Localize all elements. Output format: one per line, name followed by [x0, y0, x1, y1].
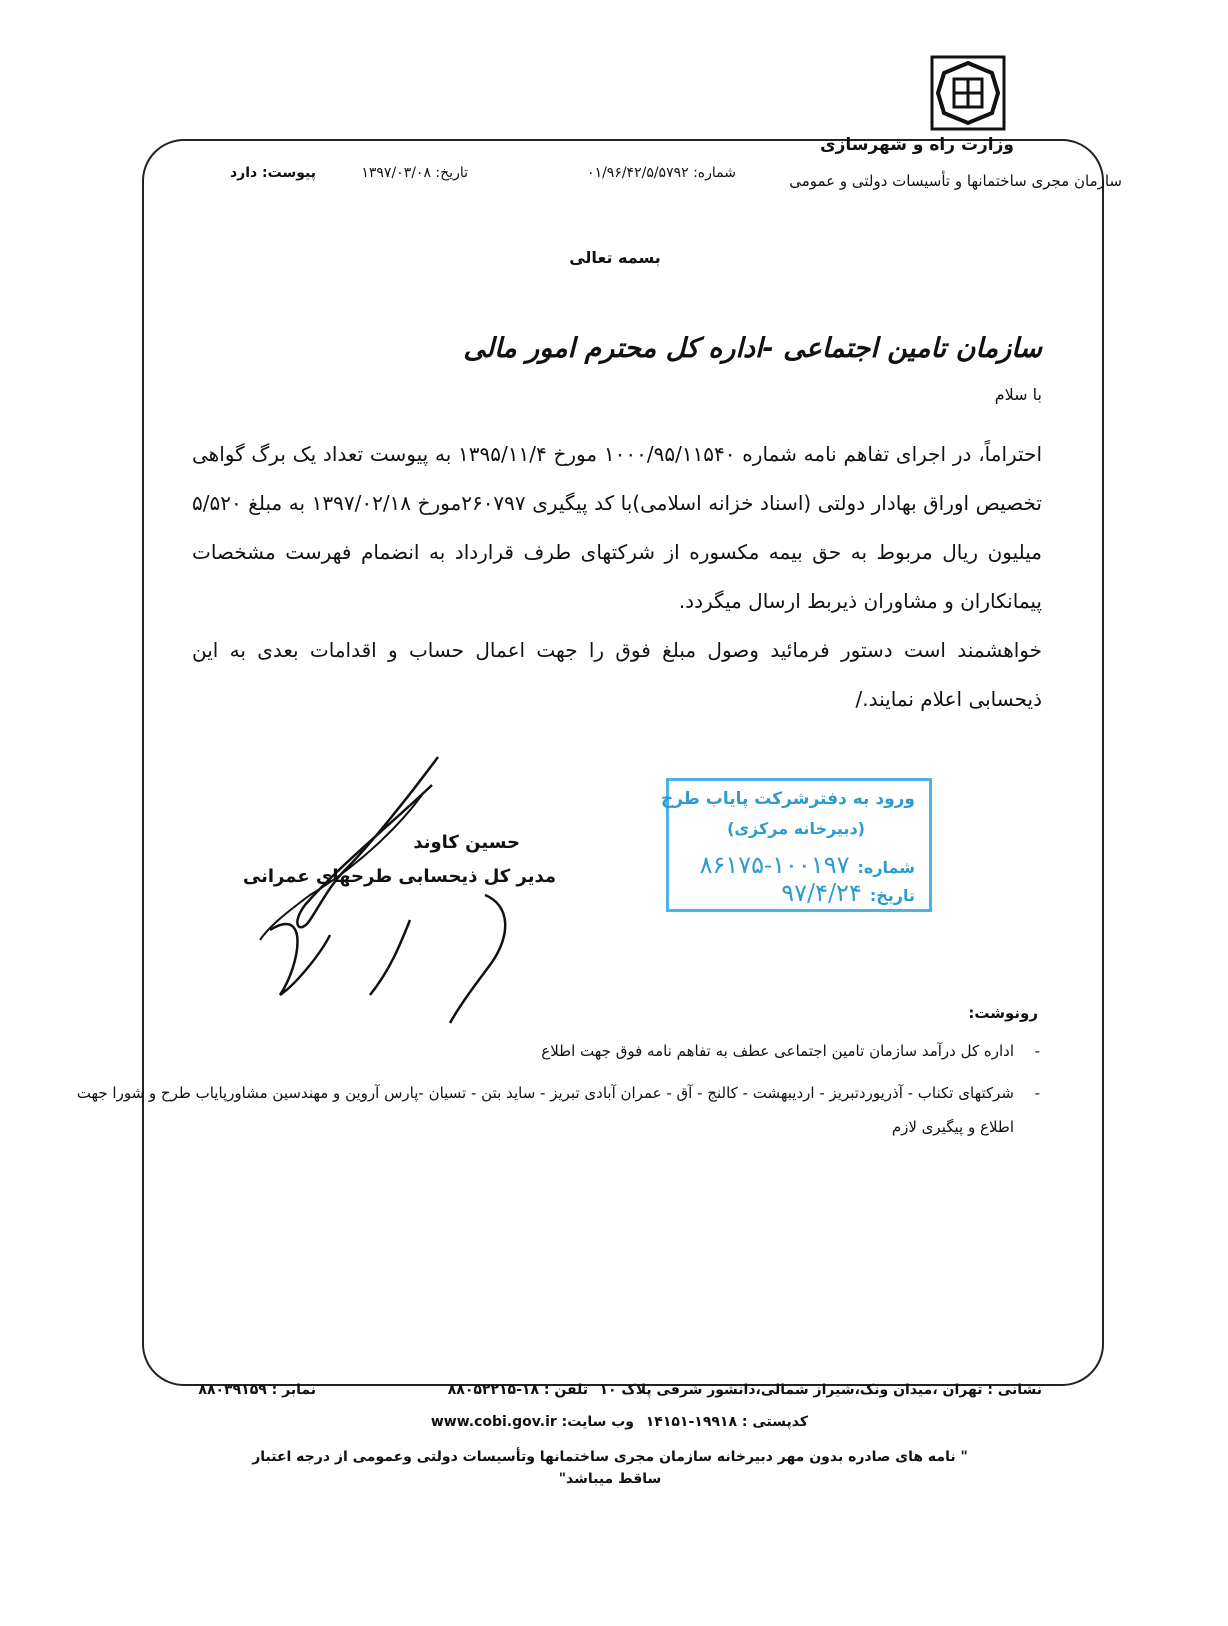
signatory-name: حسین کاوند: [413, 832, 520, 853]
stamp-line-1: ورود به دفترشرکت پایاب طرح: [660, 789, 915, 809]
ministry-logo-icon: [930, 55, 1006, 131]
stamp-date-label: تاریخ:: [869, 886, 915, 905]
body-paragraph: احتراماً، در اجرای تفاهم نامه شماره ۱۰۰۰/۹۵/۱۱۵۴۰ مورخ ۱۳۹۵/۱۱/۴ به پیوست تعداد یک برگ گواهی تخصیص اوراق بهادار دولتی (اسناد خزانه اسلامی)با کد پیگیری ۲۶۰۷۹۷مورخ ۱۳۹۷/۰۲/۱۸ به مبلغ ۵/۵۲۰ میلیون ریال مربوط به حق بیمه مکسوره از شرکتهای طرف قرارداد به انضمام فهرست مشخصات پیمانکاران و مشاوران ذیربط ارسال میگردد.: [192, 442, 1043, 613]
stamp-date-value: ۹۷/۴/۲۴: [781, 879, 862, 907]
footer-website: وب سایت: www.cobi.gov.ir: [430, 1414, 634, 1430]
cc-title: رونوشت:: [968, 1004, 1038, 1022]
stamp-number: [700, 851, 915, 879]
receipt-stamp: [660, 778, 932, 912]
letter-date: تاریخ: ۱۳۹۷/۰۳/۰۸: [361, 165, 468, 181]
ministry-name: وزارت راه و شهرسازی: [819, 135, 1014, 155]
stamp-line-2: (دبیرخانه مرکزی): [727, 819, 865, 838]
footer-address: نشانی : تهران ،میدان ونک،شیراز شمالی،دانشور شرقی پلاک ۱۰: [599, 1382, 1042, 1398]
letter-attachment: پیوست: دارد: [229, 165, 316, 181]
stamp-number-label: شماره:: [857, 858, 915, 877]
letter-body: [192, 430, 1042, 724]
recipient: سازمان تامین اجتماعی -اداره کل محترم امور مالی: [463, 333, 1042, 364]
footer-fax: نمابر : ۸۸۰۳۹۱۵۹: [198, 1382, 316, 1398]
bismillah: بسمه تعالی: [569, 248, 661, 267]
stamp-number-value: ۱۰۰۱۹۷-۸۶۱۷۵: [699, 851, 850, 879]
footer-note: " نامه های صادره بدون مهر دبیرخانه سازمان مجری ساختمانها وتأسیسات دولتی وعمومی از درجه اعتبار ساقط میباشد": [252, 1449, 968, 1487]
greeting: با سلام: [994, 385, 1042, 404]
signatory-title: مدیر کل ذیحسابی طرحهای عمرانی: [242, 866, 556, 887]
footer-postal-code: کدپستی : ۱۹۹۱۸-۱۴۱۵۱: [645, 1414, 808, 1430]
cc-item-text: شرکتهای تکناب - آذریوردتبریز - اردیبهشت - کالنج - آق - عمران آبادی تبریز - ساید بتن - تسیان -پارس آروین و مهندسین مشاورپایاب طرح و شورا جهت اطلاع و پیگیری لازم: [76, 1084, 1014, 1136]
stamp-date: [781, 879, 915, 907]
cc-item-text: اداره کل درآمد سازمان تامین اجتماعی عطف به تفاهم نامه فوق جهت اطلاع: [541, 1042, 1014, 1060]
organization-name: سازمان مجری ساختمانها و تأسیسات دولتی و عمومی: [789, 172, 1122, 190]
cc-item: - شرکتهای تکناب - آذریوردتبریز - اردیبهشت - کالنج - آق - عمران آبادی تبریز - ساید بتن - تسیان -پارس آروین و مهندسین مشاورپایاب طرح و شورا جهت اطلاع و پیگیری لازم: [40, 1076, 1040, 1144]
body-paragraph: خواهشمند است دستور فرمائید وصول مبلغ فوق را جهت اعمال حساب و اقدامات بعدی به این ذیحسابی اعلام نمایند./: [192, 638, 1042, 711]
cc-item: - اداره کل درآمد سازمان تامین اجتماعی عطف به تفاهم نامه فوق جهت اطلاع: [180, 1042, 1040, 1060]
footer-phone: تلفن : ۱۸-۸۸۰۵۲۲۱۵: [447, 1382, 588, 1398]
handwritten-signature: [250, 755, 570, 1025]
letter-number: شماره: ۰۱/۹۶/۴۲/۵/۵۷۹۲: [587, 165, 736, 181]
